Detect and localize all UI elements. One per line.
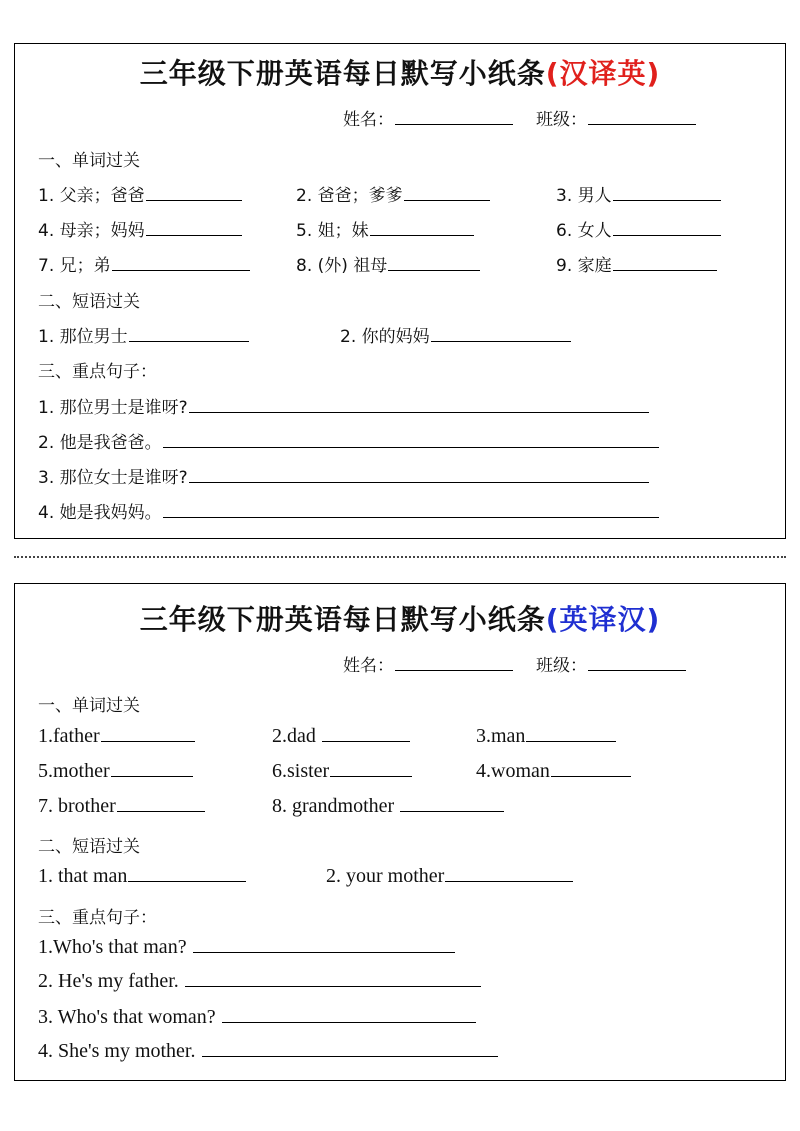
name-field — [343, 651, 513, 676]
word-prompt: 2.dad — [272, 725, 316, 747]
word-prompt: 2. 爸爸；爹爹 — [296, 186, 403, 206]
word-item — [272, 725, 410, 748]
phrase-prompt: 1. that man — [38, 865, 128, 887]
answer-blank[interactable] — [185, 970, 481, 987]
sentence-item — [38, 498, 659, 523]
sentence-item — [38, 936, 455, 959]
answer-blank[interactable] — [128, 865, 246, 882]
word-prompt: 3.man — [476, 725, 526, 747]
answer-blank[interactable] — [189, 466, 649, 483]
answer-blank[interactable] — [551, 760, 631, 777]
word-item — [296, 181, 490, 206]
sentence-item — [38, 393, 649, 418]
sentence-item — [38, 1040, 498, 1063]
word-item — [38, 251, 250, 276]
word-item — [38, 795, 205, 818]
word-item — [38, 216, 242, 241]
word-item — [272, 760, 412, 783]
sentence-prompt: 3. 那位女士是谁呀? — [38, 468, 188, 488]
word-prompt: 7. 兄；弟 — [38, 256, 111, 276]
section-heading-phrases: 二、短语过关 — [38, 837, 140, 857]
name-blank[interactable] — [395, 654, 513, 671]
sheet-title — [15, 52, 785, 92]
answer-blank[interactable] — [146, 184, 242, 201]
phrase-item — [38, 322, 249, 347]
answer-blank[interactable] — [370, 219, 474, 236]
answer-blank[interactable] — [400, 795, 504, 812]
word-item — [556, 251, 717, 276]
sentence-prompt: 4. 她是我妈妈。 — [38, 503, 162, 523]
title-text: 三年级下册英语每日默写小纸条 — [139, 57, 546, 90]
word-item — [296, 251, 480, 276]
sentence-prompt: 1.Who's that man? — [38, 936, 187, 958]
class-label: 班级： — [536, 110, 587, 130]
word-item — [272, 795, 504, 818]
word-prompt: 8. grandmother — [272, 795, 395, 817]
phrase-item — [340, 322, 571, 347]
class-label: 班级： — [536, 656, 587, 676]
answer-blank[interactable] — [117, 795, 205, 812]
word-prompt: 4.woman — [476, 760, 550, 782]
word-item — [38, 181, 242, 206]
sentence-prompt: 2. He's my father. — [38, 970, 179, 992]
answer-blank[interactable] — [330, 760, 412, 777]
phrase-prompt: 2. 你的妈妈 — [340, 327, 430, 347]
word-item — [476, 760, 631, 783]
answer-blank[interactable] — [388, 254, 480, 271]
class-blank[interactable] — [588, 108, 696, 125]
section-heading-words: 一、单词过关 — [38, 696, 140, 716]
answer-blank[interactable] — [111, 760, 193, 777]
answer-blank[interactable] — [189, 396, 649, 413]
answer-blank[interactable] — [613, 219, 721, 236]
word-prompt: 1. 父亲；爸爸 — [38, 186, 145, 206]
answer-blank[interactable] — [613, 254, 717, 271]
answer-blank[interactable] — [322, 725, 410, 742]
word-item — [38, 760, 193, 783]
section-heading-words: 一、单词过关 — [38, 151, 140, 171]
answer-blank[interactable] — [431, 325, 571, 342]
answer-blank[interactable] — [222, 1006, 476, 1023]
answer-blank[interactable] — [202, 1040, 498, 1057]
word-prompt: 3. 男人 — [556, 186, 612, 206]
sentence-prompt: 4. She's my mother. — [38, 1040, 196, 1062]
word-prompt: 5. 姐；妹 — [296, 221, 369, 241]
word-prompt: 4. 母亲；妈妈 — [38, 221, 145, 241]
word-prompt: 9. 家庭 — [556, 256, 612, 276]
word-prompt: 1.father — [38, 725, 100, 747]
answer-blank[interactable] — [163, 501, 659, 518]
cut-line-divider — [14, 556, 786, 558]
section-heading-sentences: 三、重点句子： — [38, 362, 157, 382]
phrase-item — [326, 865, 573, 888]
answer-blank[interactable] — [526, 725, 616, 742]
answer-blank[interactable] — [129, 325, 249, 342]
word-prompt: 6. 女人 — [556, 221, 612, 241]
class-field — [536, 105, 696, 130]
sentence-item — [38, 1006, 476, 1029]
sentence-item — [38, 463, 649, 488]
class-field — [536, 651, 686, 676]
name-blank[interactable] — [395, 108, 513, 125]
title-tag: (英译汉) — [545, 603, 661, 636]
phrase-prompt: 1. 那位男士 — [38, 327, 128, 347]
answer-blank[interactable] — [613, 184, 721, 201]
word-item — [476, 725, 616, 748]
sheet-title — [15, 598, 785, 638]
answer-blank[interactable] — [163, 431, 659, 448]
sentence-prompt: 1. 那位男士是谁呀? — [38, 398, 188, 418]
word-prompt: 5.mother — [38, 760, 110, 782]
word-item — [38, 725, 195, 748]
word-prompt: 8. (外) 祖母 — [296, 256, 388, 276]
answer-blank[interactable] — [404, 184, 490, 201]
sentence-prompt: 2. 他是我爸爸。 — [38, 433, 162, 453]
answer-blank[interactable] — [193, 936, 455, 953]
section-heading-phrases: 二、短语过关 — [38, 292, 140, 312]
answer-blank[interactable] — [101, 725, 195, 742]
answer-blank[interactable] — [445, 865, 573, 882]
sentence-item — [38, 428, 659, 453]
title-tag: (汉译英) — [545, 57, 661, 90]
word-item — [296, 216, 474, 241]
word-item — [556, 181, 721, 206]
phrase-item — [38, 865, 246, 888]
sentence-prompt: 3. Who's that woman? — [38, 1006, 216, 1028]
section-heading-sentences: 三、重点句子： — [38, 908, 157, 928]
class-blank[interactable] — [588, 654, 686, 671]
name-label: 姓名： — [343, 656, 394, 676]
answer-blank[interactable] — [146, 219, 242, 236]
title-text: 三年级下册英语每日默写小纸条 — [139, 603, 546, 636]
word-prompt: 7. brother — [38, 795, 116, 817]
name-field — [343, 105, 513, 130]
answer-blank[interactable] — [112, 254, 250, 271]
phrase-prompt: 2. your mother — [326, 865, 445, 887]
word-prompt: 6.sister — [272, 760, 330, 782]
name-label: 姓名： — [343, 110, 394, 130]
word-item — [556, 216, 721, 241]
sentence-item — [38, 970, 481, 993]
